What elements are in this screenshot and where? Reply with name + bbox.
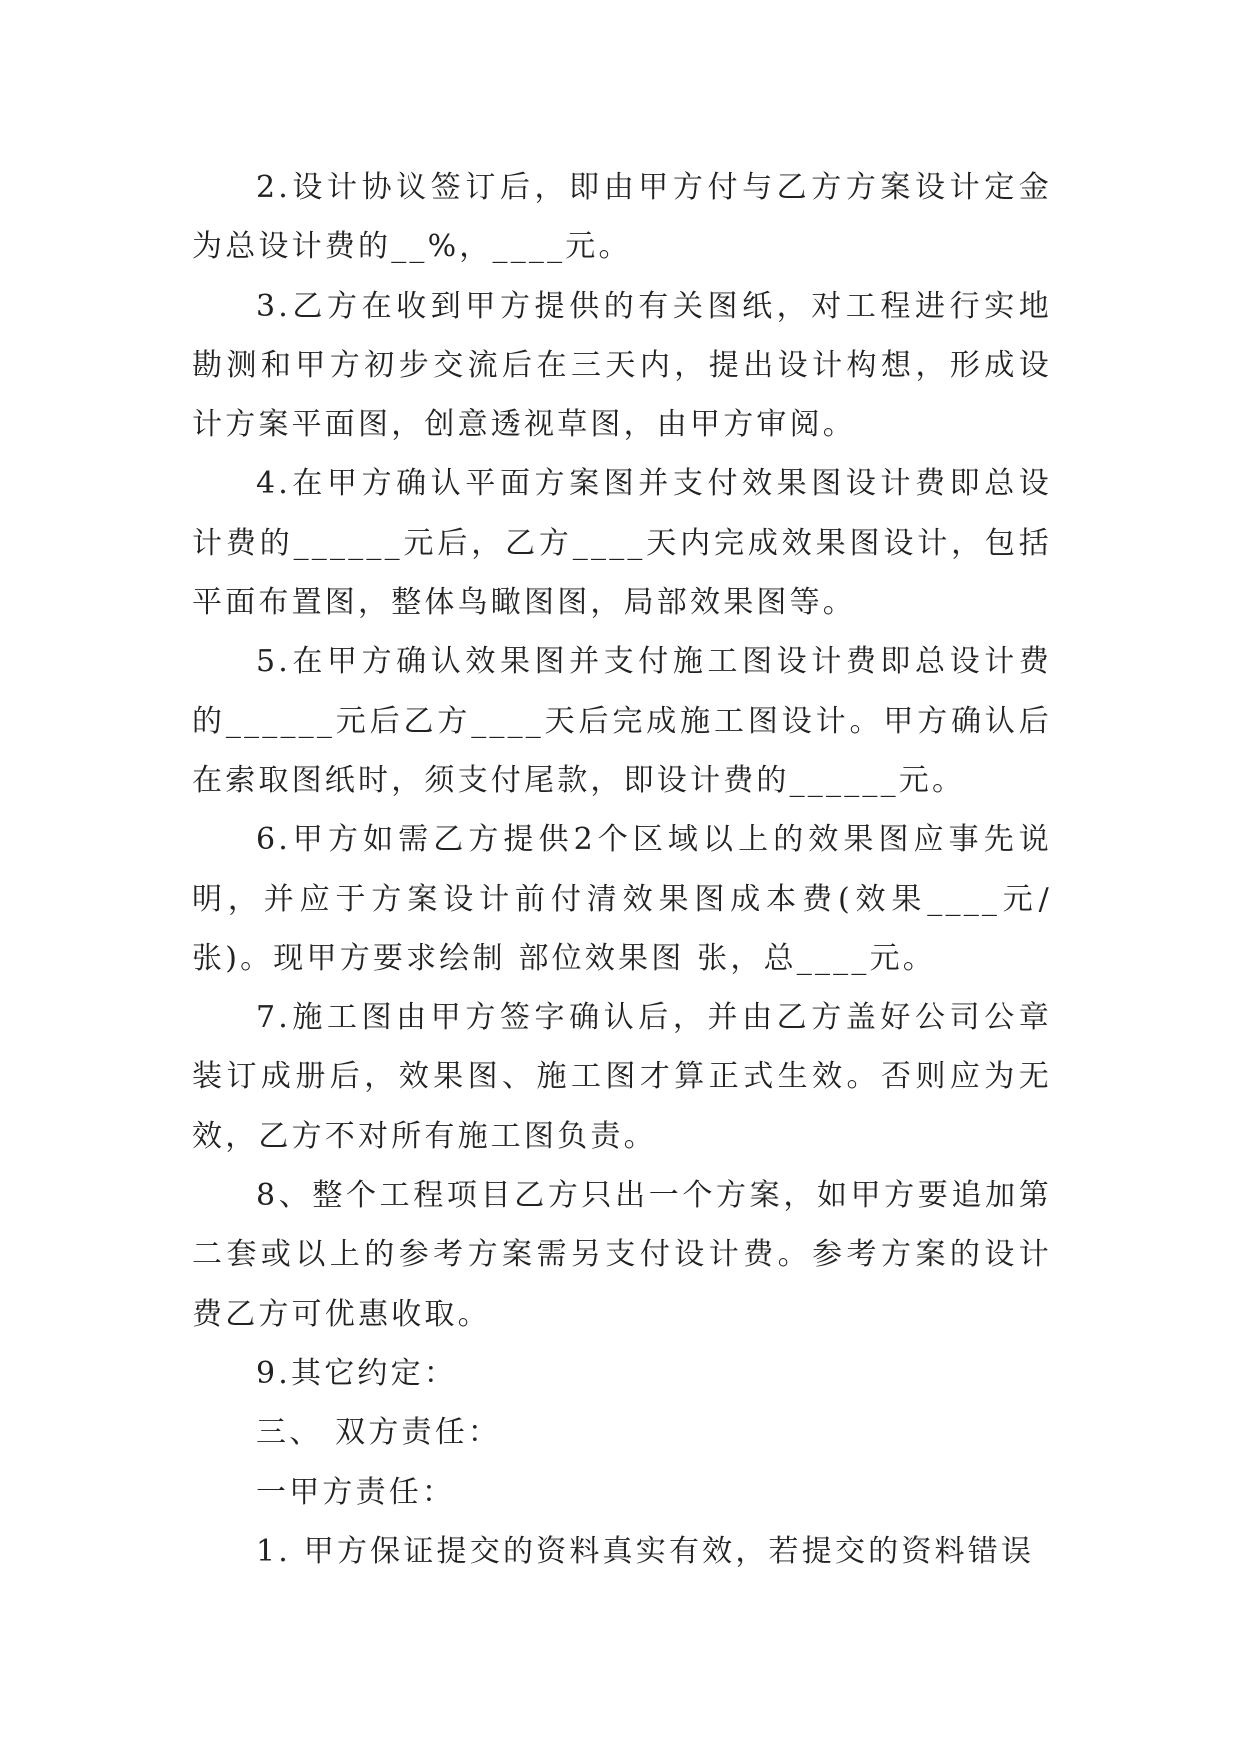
section-heading-responsibilities: 三、 双方责任： [256,1415,502,1451]
clause-2: 2.设计协议签订后，即由甲方付与乙方方案设计定金为总设计费的__%，____元。 [192,170,1052,265]
document-body [192,158,1052,1581]
subsection-heading-party-a: 一甲方责任： [256,1474,456,1510]
clause-4: 4.在甲方确认平面方案图并支付效果图设计费即总设计费的______元后，乙方____天内完成效果图设计，包括平面布置图，整体鸟瞰图图，局部效果图等。 [192,466,1052,621]
party-a-item-1: 1. 甲方保证提交的资料真实有效，若提交的资料错误 [256,1533,1035,1569]
clause-6: 6.甲方如需乙方提供2个区域以上的效果图应事先说明，并应于方案设计前付清效果图成本费(效果____元/张)。现甲方要求绘制 部位效果图 张，总____元。 [192,822,1052,976]
clause-8: 8、整个工程项目乙方只出一个方案，如甲方要追加第二套或以上的参考方案需另支付设计费。参考方案的设计费乙方可优惠收取。 [192,1178,1052,1332]
clause-5: 5.在甲方确认效果图并支付施工图设计费即总设计费的______元后乙方____天后完成施工图设计。甲方确认后在索取图纸时，须支付尾款，即设计费的______元。 [192,644,1052,798]
clause-3: 3.乙方在收到甲方提供的有关图纸，对工程进行实地勘测和甲方初步交流后在三天内，提出设计构想，形成设计方案平面图，创意透视草图，由甲方审阅。 [192,288,1052,443]
clause-9: 9.其它约定： [256,1355,458,1391]
clause-7: 7.施工图由甲方签字确认后，并由乙方盖好公司公章装订成册后，效果图、施工图才算正式生效。否则应为无效，乙方不对所有施工图负责。 [192,1000,1052,1154]
